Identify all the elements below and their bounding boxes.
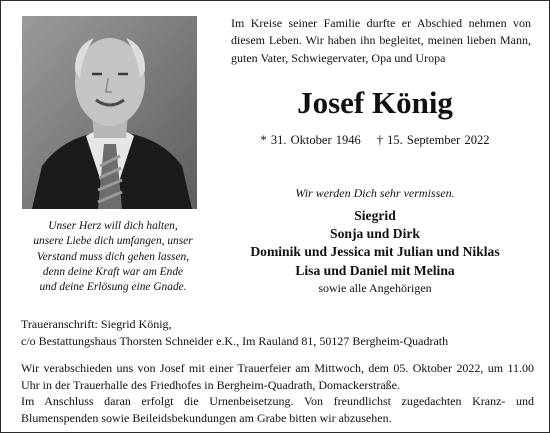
poem-line: Verstand muss dich gehen lassen, bbox=[36, 250, 190, 263]
mourner-name: Dominik und Jessica mit Julian und Niklas bbox=[250, 244, 500, 260]
portrait-photo-icon bbox=[22, 16, 197, 209]
poem-line: Unser Herz will dich halten, bbox=[48, 220, 178, 232]
deceased-name: Josef König bbox=[297, 85, 453, 120]
address-line: c/o Bestattungshaus Thorsten Schneider e.K., Im Rauland 81, 50127 Bergheim-Quadrath bbox=[21, 333, 449, 348]
mourners-list bbox=[215, 207, 535, 296]
life-dates bbox=[215, 132, 535, 148]
funeral-service-info bbox=[21, 360, 534, 426]
mourner-name: Siegrid bbox=[354, 208, 396, 223]
mourner-name: Sonja und Dirk bbox=[330, 226, 420, 242]
mourning-address bbox=[21, 316, 536, 349]
farewell-line: Wir werden Dich sehr vermissen. bbox=[295, 186, 455, 200]
other-relatives: sowie alle Angehörigen bbox=[318, 280, 432, 295]
service-paragraph: Wir verabschieden uns von Josef mit einer Trauerfeier am Mittwoch, dem 05. Oktober 2022, um 11.00 Uhr in der Trauerhalle des Friedhofes in Bergheim-Quadrath, Domackerstraße. bbox=[21, 361, 534, 392]
mourner-name: Lisa und Daniel mit Melina bbox=[295, 262, 455, 278]
portrait-photo-graphic bbox=[22, 16, 197, 209]
poem-line: unsere Liebe dich umfangen, unser bbox=[33, 235, 193, 248]
poem-line: denn deine Kraft war am Ende bbox=[42, 265, 184, 278]
poem-line: und deine Erlösung eine Gnade. bbox=[39, 281, 187, 294]
birth-date: * 31. Oktober 1946 bbox=[260, 133, 361, 147]
address-line: Traueranschrift: Siegrid König, bbox=[21, 317, 172, 331]
intro-text: Im Kreise seiner Familie durfte er Abschied nehmen von diesem Leben. Wir haben ihn begleitet, meinen lieben Mann, guten Vater, Schwiegervater, Opa und Uropa bbox=[231, 16, 531, 65]
service-paragraph: Im Anschluss daran erfolgt die Urnenbeisetzung. Von freundlichst zugedachten Kranz- und Blumenspenden sowie Beileidsbekundungen am Grabe bitten wir abzusehen. bbox=[21, 394, 534, 425]
death-date: † 15. September 2022 bbox=[376, 133, 490, 147]
memorial-poem bbox=[13, 219, 213, 295]
